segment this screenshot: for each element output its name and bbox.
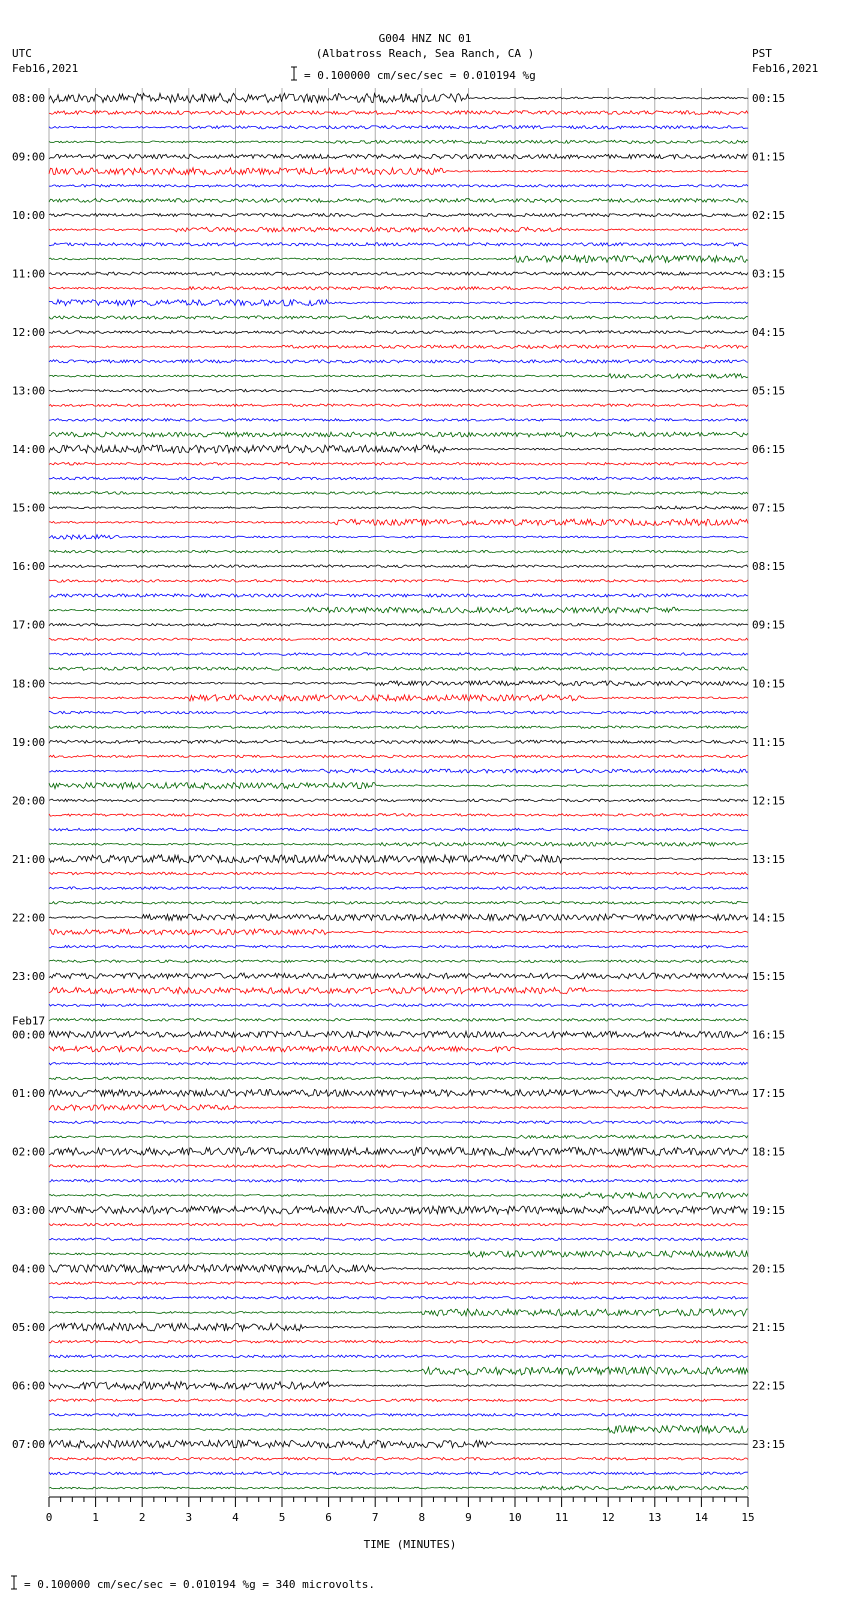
trace-line — [49, 887, 748, 890]
pst-hour-label: 19:15 — [752, 1204, 786, 1217]
x-tick-label: 7 — [371, 1511, 379, 1524]
trace-line — [49, 960, 748, 963]
trace-line — [49, 140, 748, 143]
trace-group — [49, 93, 748, 1490]
x-tick-label: 13 — [648, 1511, 662, 1524]
utc-hour-label: 08:00 — [12, 92, 46, 105]
pst-hour-label: 06:15 — [752, 443, 786, 457]
x-tick-label: 8 — [418, 1511, 426, 1524]
trace-line — [49, 740, 748, 743]
header-scale-bar-icon — [291, 67, 297, 80]
trace-line — [49, 945, 748, 948]
utc-hour-label: 07:00 — [12, 1438, 46, 1452]
utc-hour-label: 19:00 — [12, 735, 46, 749]
trace-line — [49, 243, 748, 246]
trace-line — [49, 345, 748, 348]
utc-hour-label: 16:00 — [12, 560, 46, 574]
pst-hour-label: 07:15 — [752, 501, 786, 515]
trace-line — [49, 1206, 748, 1214]
pst-hour-label: 01:15 — [752, 150, 786, 164]
x-tick-label: 4 — [232, 1511, 239, 1524]
trace-line — [49, 1165, 748, 1168]
left-timezone: UTC — [12, 47, 32, 60]
header-scale-text: = 0.100000 cm/sec/sec = 0.010194 %g — [304, 69, 536, 82]
pst-hour-label: 17:15 — [752, 1086, 786, 1100]
trace-line — [49, 404, 748, 407]
pst-hour-label: 00:15 — [752, 92, 786, 105]
trace-line — [49, 1426, 748, 1434]
trace-line — [49, 814, 748, 817]
trace-line — [49, 580, 748, 583]
trace-line — [49, 1440, 748, 1448]
trace-line — [49, 1458, 748, 1461]
trace-line — [49, 711, 748, 714]
trace-line — [49, 607, 748, 613]
pst-hour-label: 21:15 — [752, 1321, 786, 1335]
trace-line — [49, 929, 748, 935]
x-axis-label: TIME (MINUTES) — [363, 1538, 457, 1551]
utc-hour-label: 18:00 — [12, 677, 46, 691]
trace-line — [49, 828, 748, 831]
trace-line — [49, 1031, 748, 1037]
trace-line — [49, 1340, 748, 1343]
trace-line — [49, 185, 748, 188]
trace-line — [49, 1251, 748, 1257]
trace-line — [49, 695, 748, 701]
trace-line — [49, 1019, 748, 1022]
trace-line — [49, 1367, 748, 1375]
trace-line — [49, 463, 748, 466]
pst-hour-label: 05:15 — [752, 384, 786, 398]
trace-line — [49, 492, 748, 495]
trace-line — [49, 624, 748, 627]
trace-line — [49, 535, 748, 540]
trace-line — [49, 1121, 748, 1124]
utc-hour-label: 22:00 — [12, 911, 46, 925]
trace-line — [49, 1046, 748, 1052]
trace-line — [49, 111, 748, 115]
pst-hour-label: 02:15 — [752, 209, 786, 223]
pst-hour-label: 03:15 — [752, 267, 786, 281]
x-tick-label: 14 — [694, 1511, 709, 1524]
trace-line — [49, 1309, 748, 1316]
trace-line — [49, 1062, 748, 1065]
right-timezone: PST — [752, 47, 772, 60]
trace-line — [49, 987, 748, 993]
trace-line — [49, 1135, 748, 1138]
x-tick-label: 12 — [601, 1511, 615, 1524]
trace-line — [49, 199, 748, 203]
utc-hour-label: 05:00 — [12, 1321, 46, 1335]
footer-scale-text: = 0.100000 cm/sec/sec = 0.010194 %g = 340 microvolts. — [24, 1578, 375, 1591]
trace-line — [49, 799, 748, 802]
utc-hour-label: 00:00 — [12, 1028, 46, 1042]
trace-line — [49, 638, 748, 641]
pst-hour-label: 20:15 — [752, 1262, 786, 1276]
x-tick-label: 3 — [185, 1511, 193, 1524]
trace-line — [49, 872, 748, 875]
trace-line — [49, 681, 748, 686]
pst-hour-label: 04:15 — [752, 326, 786, 340]
utc-hour-label: 17:00 — [12, 618, 46, 632]
utc-hour-label: 09:00 — [12, 150, 46, 164]
utc-hour-label: 02:00 — [12, 1145, 46, 1159]
right-date: Feb16,2021 — [752, 62, 819, 75]
trace-line — [49, 973, 748, 979]
trace-line — [49, 1486, 748, 1490]
trace-line — [49, 1238, 748, 1241]
trace-line — [49, 594, 748, 597]
trace-line — [49, 855, 748, 863]
pst-hour-label: 11:15 — [752, 735, 786, 749]
footer-scale-bar-icon — [11, 1576, 17, 1589]
utc-hour-label: 21:00 — [12, 852, 46, 866]
utc-hour-label: 01:00 — [12, 1086, 46, 1100]
trace-line — [49, 389, 748, 392]
pst-hour-label: 09:15 — [752, 618, 786, 632]
trace-line — [49, 477, 748, 480]
trace-line — [49, 1105, 748, 1111]
station-title: G004 HNZ NC 01 — [378, 32, 472, 45]
utc-hour-label: 06:00 — [12, 1379, 46, 1393]
trace-line — [49, 1180, 748, 1183]
utc-hour-label: 03:00 — [12, 1204, 46, 1217]
minute-gridlines — [49, 88, 748, 1496]
utc-hour-label: 13:00 — [12, 384, 46, 398]
trace-line — [49, 1323, 748, 1331]
utc-hour-label: 14:00 — [12, 443, 46, 457]
trace-line — [49, 272, 748, 275]
x-axis — [46, 1497, 755, 1524]
trace-line — [49, 168, 748, 175]
trace-line — [49, 914, 748, 920]
x-tick-label: 6 — [325, 1511, 332, 1524]
utc-hour-label: 15:00 — [12, 501, 46, 515]
trace-line — [49, 1223, 748, 1226]
x-tick-label: 9 — [465, 1511, 472, 1524]
trace-line — [49, 1148, 748, 1156]
trace-line — [49, 1282, 748, 1285]
x-tick-label: 1 — [92, 1511, 99, 1524]
trace-line — [49, 769, 748, 773]
pst-hour-label: 08:15 — [752, 560, 786, 574]
trace-line — [49, 445, 748, 453]
trace-line — [49, 316, 748, 319]
trace-line — [49, 419, 748, 422]
trace-line — [49, 1355, 748, 1358]
x-tick-label: 11 — [554, 1511, 569, 1524]
trace-line — [49, 653, 748, 656]
trace-line — [49, 432, 748, 437]
utc-hour-label: 10:00 — [12, 209, 46, 223]
trace-line — [49, 1004, 748, 1007]
pst-hour-label: 10:15 — [752, 677, 786, 691]
trace-line — [49, 1089, 748, 1096]
trace-line — [49, 1414, 748, 1417]
pst-hour-labels — [752, 92, 785, 1451]
trace-line — [49, 783, 748, 789]
trace-line — [49, 214, 748, 217]
trace-line — [49, 506, 748, 509]
utc-hour-label: 04:00 — [12, 1262, 46, 1276]
trace-line — [49, 300, 748, 306]
left-date: Feb16,2021 — [12, 62, 79, 75]
utc-hour-label: 20:00 — [12, 794, 46, 808]
trace-line — [49, 1382, 748, 1390]
utc-hour-label: 11:00 — [12, 267, 46, 281]
trace-line — [49, 1077, 748, 1080]
trace-line — [49, 755, 748, 758]
x-tick-label: 2 — [138, 1511, 146, 1524]
trace-line — [49, 1472, 748, 1475]
pst-hour-label: 12:15 — [752, 794, 786, 808]
pst-hour-label: 22:15 — [752, 1379, 786, 1393]
utc-hour-label: 23:00 — [12, 969, 46, 983]
trace-line — [49, 374, 748, 379]
x-tick-label: 0 — [45, 1511, 53, 1524]
x-tick-label: 10 — [508, 1511, 522, 1524]
trace-line — [49, 1192, 748, 1198]
trace-line — [49, 154, 748, 159]
trace-line — [49, 360, 748, 363]
pst-hour-label: 15:15 — [752, 969, 786, 983]
trace-line — [49, 256, 748, 263]
trace-line — [49, 565, 748, 568]
x-tick-label: 15 — [741, 1511, 755, 1524]
trace-line — [49, 1399, 748, 1402]
trace-line — [49, 550, 748, 553]
trace-line — [49, 842, 748, 846]
utc-date-label: Feb17 — [12, 1014, 46, 1028]
trace-line — [49, 287, 748, 290]
utc-hour-label: 12:00 — [12, 326, 46, 340]
trace-line — [49, 726, 748, 729]
trace-line — [49, 227, 748, 232]
trace-line — [49, 902, 748, 905]
trace-line — [49, 331, 748, 334]
x-tick-label: 5 — [278, 1511, 286, 1524]
trace-line — [49, 126, 748, 129]
pst-hour-label: 14:15 — [752, 911, 786, 925]
trace-line — [49, 1297, 748, 1300]
pst-hour-label: 16:15 — [752, 1028, 786, 1042]
trace-line — [49, 93, 748, 103]
pst-hour-label: 13:15 — [752, 852, 786, 866]
pst-hour-label: 18:15 — [752, 1145, 786, 1159]
trace-line — [49, 1265, 748, 1273]
trace-line — [49, 667, 748, 670]
utc-hour-labels — [12, 92, 45, 1451]
trace-line — [49, 519, 748, 525]
pst-hour-label: 23:15 — [752, 1438, 786, 1452]
station-location: (Albatross Reach, Sea Ranch, CA ) — [315, 47, 535, 60]
